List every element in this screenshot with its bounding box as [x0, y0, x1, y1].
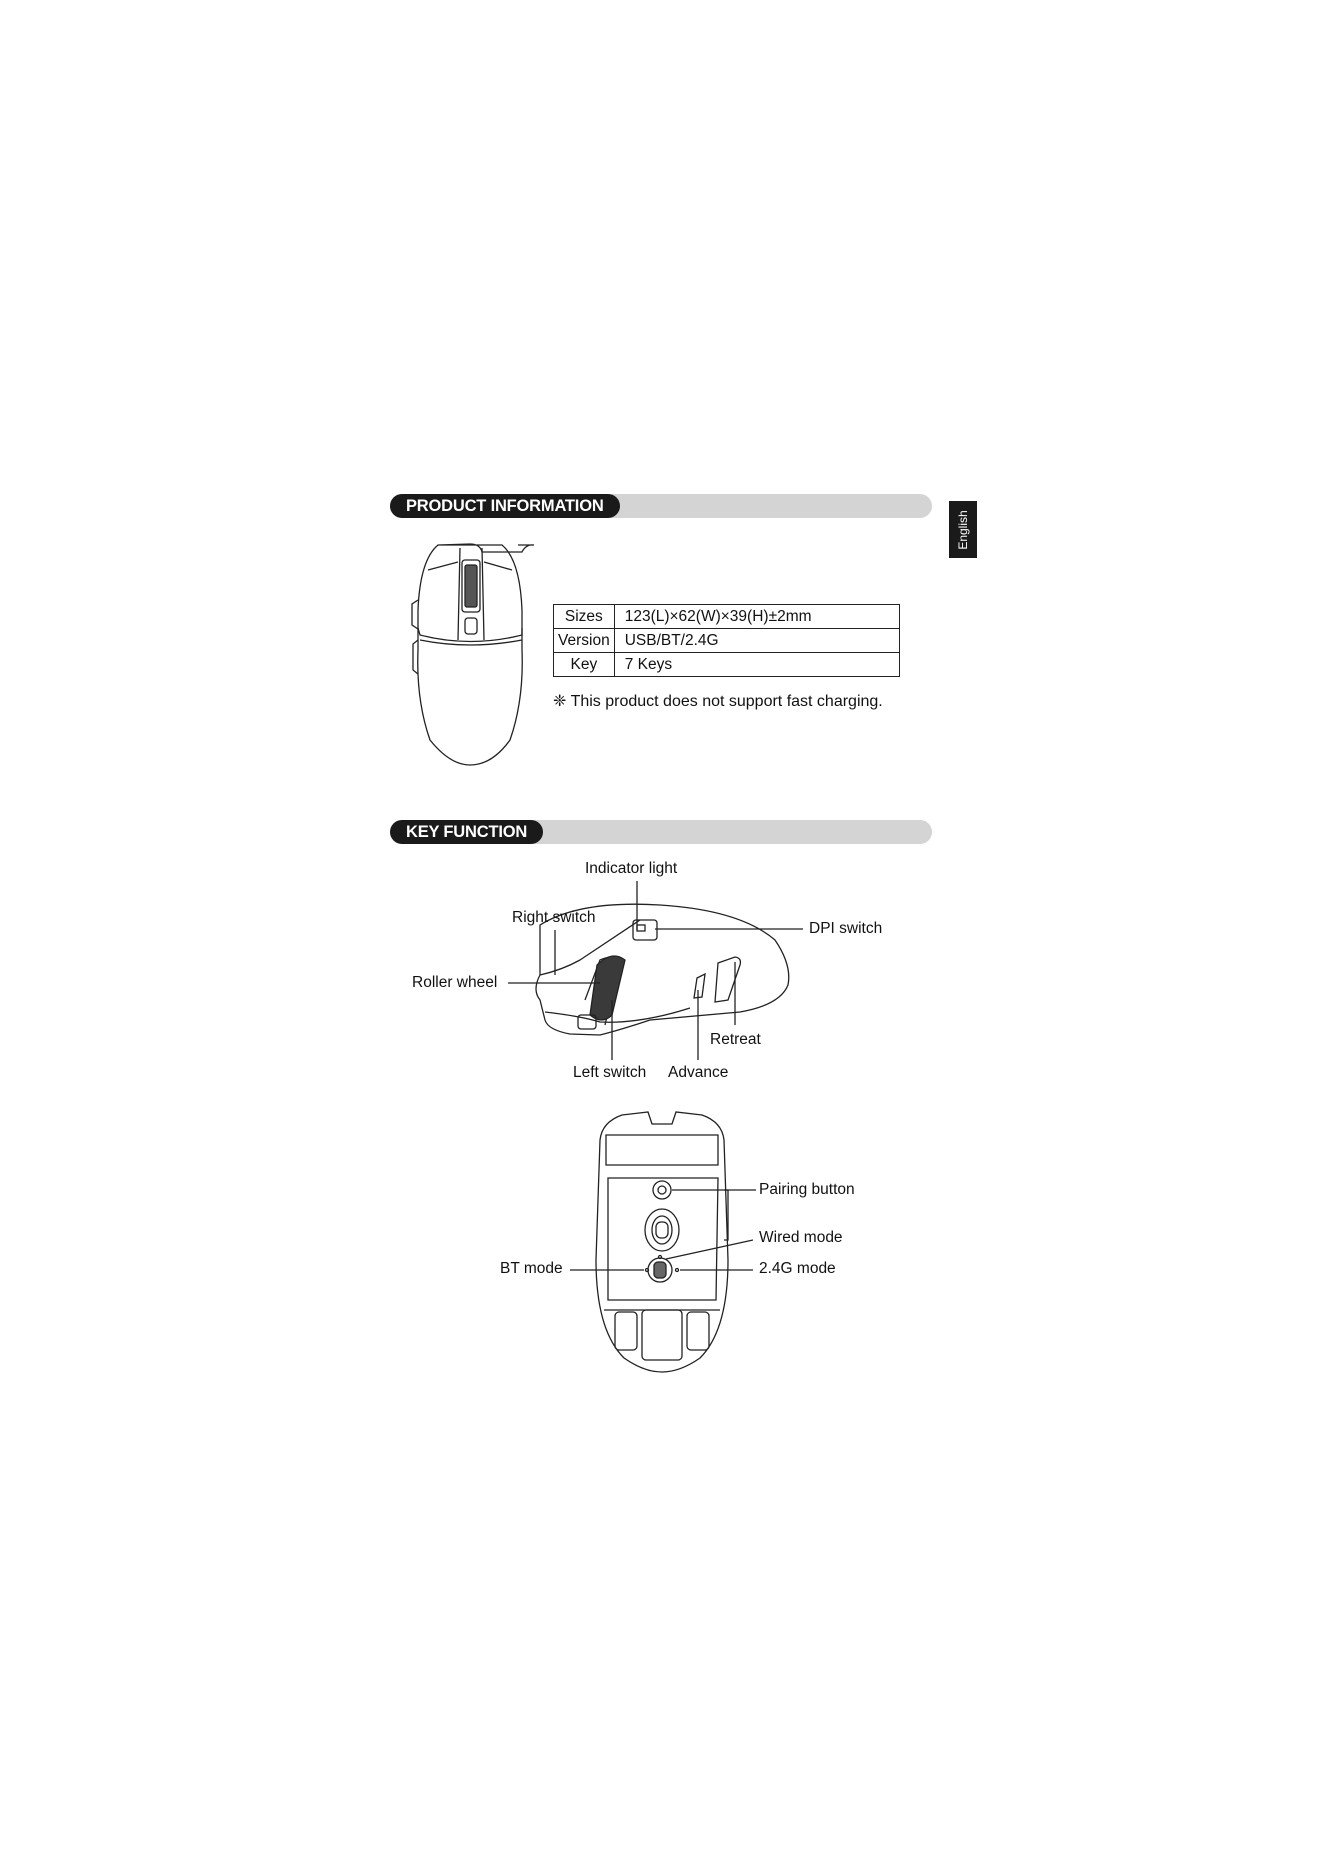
table-row [554, 653, 900, 677]
indicator-light-label: Indicator light [585, 860, 678, 877]
spec-key: Key [554, 653, 615, 677]
spec-value: 7 Keys [614, 653, 899, 677]
roller-wheel-label: Roller wheel [412, 974, 498, 991]
pairing-button-label: Pairing button [759, 1181, 855, 1198]
2-4g-mode-label: 2.4G mode [759, 1260, 836, 1277]
fast-charging-note: ❈ This product does not support fast charging. [553, 693, 883, 710]
spec-table [553, 604, 900, 677]
table-row [554, 629, 900, 653]
retreat-label: Retreat [710, 1031, 761, 1048]
table-row [554, 605, 900, 629]
spec-value: 123(L)×62(W)×39(H)±2mm [614, 605, 899, 629]
key-function-title: KEY FUNCTION [390, 820, 543, 844]
wired-mode-label: Wired mode [759, 1229, 843, 1246]
bt-mode-label: BT mode [500, 1260, 563, 1277]
right-switch-label: Right switch [512, 909, 596, 926]
product-information-title: PRODUCT INFORMATION [390, 494, 620, 518]
spec-key: Version [554, 629, 615, 653]
left-switch-label: Left switch [573, 1064, 647, 1081]
language-tab-label: English [956, 509, 970, 550]
mouse-bottom-view-illustration [596, 1112, 728, 1372]
mouse-top-view-illustration [412, 544, 534, 765]
advance-label: Advance [668, 1064, 729, 1081]
spec-value: USB/BT/2.4G [614, 629, 899, 653]
dpi-switch-label: DPI switch [809, 920, 883, 937]
spec-key: Sizes [554, 605, 615, 629]
